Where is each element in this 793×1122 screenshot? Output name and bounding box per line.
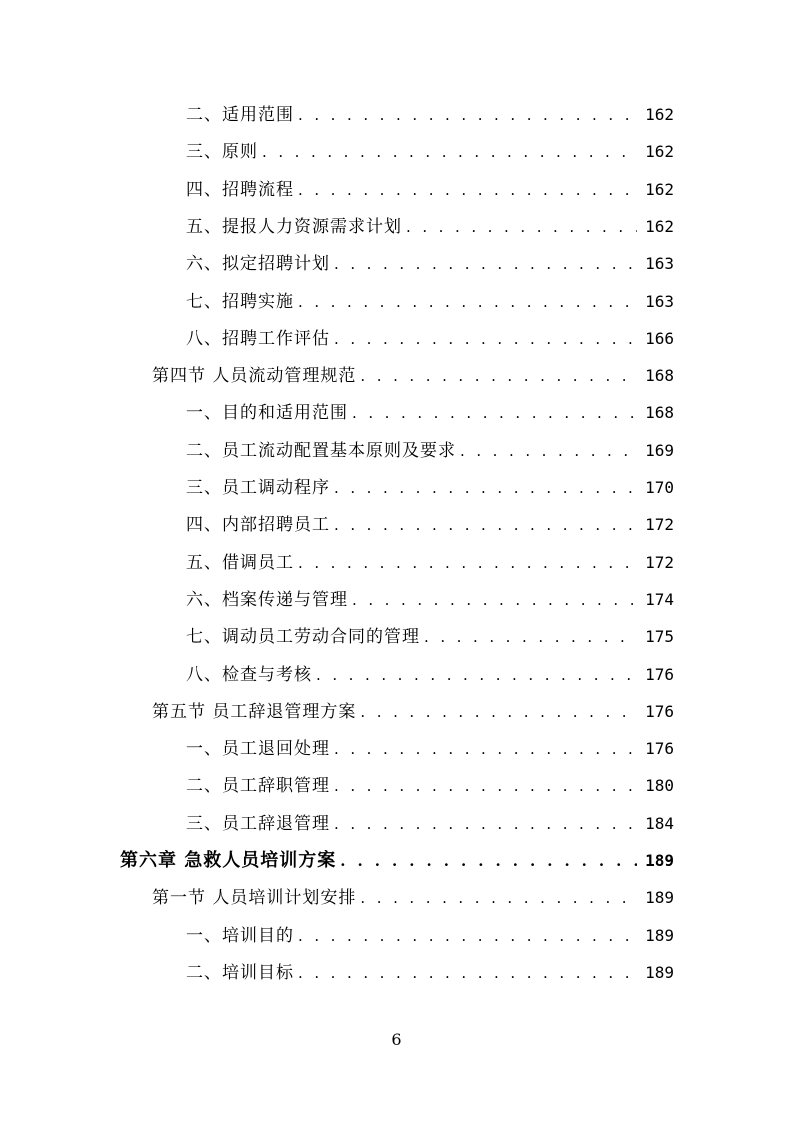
toc-leader-dots <box>334 771 637 801</box>
toc-subsection-entry <box>186 436 674 466</box>
toc-entry-title: 五、提报人力资源需求计划 <box>186 216 402 237</box>
toc-leader-dots <box>298 100 637 130</box>
toc-entry-title: 第一节 人员培训计划安排 <box>152 888 357 909</box>
toc-subsection-entry <box>186 548 674 578</box>
toc-entry-page: 189 <box>645 925 674 945</box>
toc-entry-title: 七、招聘实施 <box>186 291 294 312</box>
toc-leader-dots <box>298 175 637 205</box>
toc-leader-dots <box>316 660 637 690</box>
toc-entry-title: 第五节 员工辞退管理方案 <box>152 701 357 722</box>
toc-entry-title: 六、档案传递与管理 <box>186 589 348 610</box>
toc-leader-dots <box>360 883 637 913</box>
toc-entry-page: 162 <box>645 105 674 124</box>
toc-entry-title: 三、原则 <box>186 142 258 163</box>
toc-entry-page: 170 <box>645 478 674 497</box>
toc-subsection-entry <box>186 660 674 690</box>
toc-leader-dots <box>352 398 637 428</box>
toc-subsection-entry <box>186 734 674 764</box>
toc-entry-page: 189 <box>645 851 674 870</box>
toc-entry-page: 169 <box>645 440 674 460</box>
toc-entry-title: 五、借调员工 <box>186 552 294 573</box>
toc-subsection-entry <box>186 771 674 801</box>
toc-entry-title: 七、调动员工劳动合同的管理 <box>186 627 420 648</box>
toc-leader-dots <box>298 287 637 317</box>
toc-entry-title: 三、员工辞退管理 <box>186 813 330 834</box>
toc-entry-title: 一、员工退回处理 <box>186 739 330 760</box>
toc-section-entry <box>152 697 674 727</box>
toc-entry-page: 162 <box>645 216 674 236</box>
toc-entry-title: 三、员工调动程序 <box>186 478 330 498</box>
toc-subsection-entry <box>186 175 674 205</box>
toc-subsection-entry <box>186 510 674 540</box>
toc-subsection-entry <box>186 585 674 615</box>
toc-subsection-entry <box>186 473 674 503</box>
toc-subsection-entry <box>186 100 674 130</box>
toc-subsection-entry <box>186 921 674 951</box>
toc-entry-title: 第六章 急救人员培训方案 <box>120 850 337 871</box>
toc-subsection-entry <box>186 622 674 652</box>
toc-leader-dots <box>334 473 637 503</box>
toc-entry-title: 八、招聘工作评估 <box>186 328 330 349</box>
toc-leader-dots <box>360 361 637 391</box>
toc-entry-page: 168 <box>645 403 674 423</box>
toc-entry-page: 163 <box>645 254 674 274</box>
toc-leader-dots <box>340 846 637 876</box>
toc-subsection-entry <box>186 324 674 354</box>
toc-entry-title: 二、员工流动配置基本原则及要求 <box>186 440 456 461</box>
toc-leader-dots <box>298 548 637 578</box>
toc-entry-page: 162 <box>645 142 674 162</box>
toc-entry-title: 二、员工辞职管理 <box>186 776 330 797</box>
toc-subsection-entry <box>186 249 674 279</box>
toc-entry-page: 176 <box>645 664 674 684</box>
toc-entry-title: 四、招聘流程 <box>186 179 294 200</box>
toc-entry-page: 180 <box>645 776 674 796</box>
toc-entry-title: 一、目的和适用范围 <box>186 403 348 424</box>
toc-entry-page: 189 <box>645 888 674 908</box>
toc-entry-page: 162 <box>645 179 674 199</box>
page-number: 6 <box>391 1030 402 1049</box>
toc-leader-dots <box>460 436 637 466</box>
toc-entry-page: 166 <box>645 328 674 348</box>
toc-entry-title: 一、培训目的 <box>186 925 294 946</box>
toc-subsection-entry <box>186 212 674 242</box>
toc-entry-page: 176 <box>645 739 674 759</box>
toc-leader-dots <box>334 734 637 764</box>
toc-entry-page: 174 <box>645 589 674 609</box>
toc-entry-page: 163 <box>645 291 674 311</box>
toc-entry-title: 六、拟定招聘计划 <box>186 254 330 275</box>
toc-entry-page: 176 <box>645 701 674 721</box>
toc-leader-dots <box>334 809 637 839</box>
toc-entry-title: 八、检查与考核 <box>186 664 312 685</box>
toc-entry-title: 第四节 人员流动管理规范 <box>152 366 357 387</box>
toc-entry-page: 189 <box>645 962 674 982</box>
toc-subsection-entry <box>186 137 674 167</box>
toc-section-entry <box>152 883 674 913</box>
toc-section-entry <box>152 361 674 391</box>
toc-leader-dots <box>334 249 637 279</box>
toc-entry-page: 168 <box>645 366 674 386</box>
toc-leader-dots <box>334 510 637 540</box>
toc-leader-dots <box>298 921 637 951</box>
toc-entry-page: 184 <box>645 813 674 833</box>
toc-subsection-entry <box>186 958 674 988</box>
toc-subsection-entry <box>186 398 674 428</box>
toc-entry-title: 二、适用范围 <box>186 105 294 125</box>
toc-entry-page: 172 <box>645 515 674 535</box>
toc-leader-dots <box>406 212 637 242</box>
toc-subsection-entry <box>186 287 674 317</box>
toc-entry-page: 175 <box>645 627 674 647</box>
toc-leader-dots <box>334 324 637 354</box>
toc-chapter-entry <box>120 846 674 876</box>
toc-entry-page: 172 <box>645 552 674 572</box>
toc-leader-dots <box>424 622 637 652</box>
toc-leader-dots <box>262 137 637 167</box>
toc-entry-title: 二、培训目标 <box>186 962 294 983</box>
toc-entry-title: 四、内部招聘员工 <box>186 515 330 536</box>
toc-leader-dots <box>298 958 637 988</box>
toc-leader-dots <box>360 697 637 727</box>
toc-leader-dots <box>352 585 637 615</box>
toc-subsection-entry <box>186 809 674 839</box>
